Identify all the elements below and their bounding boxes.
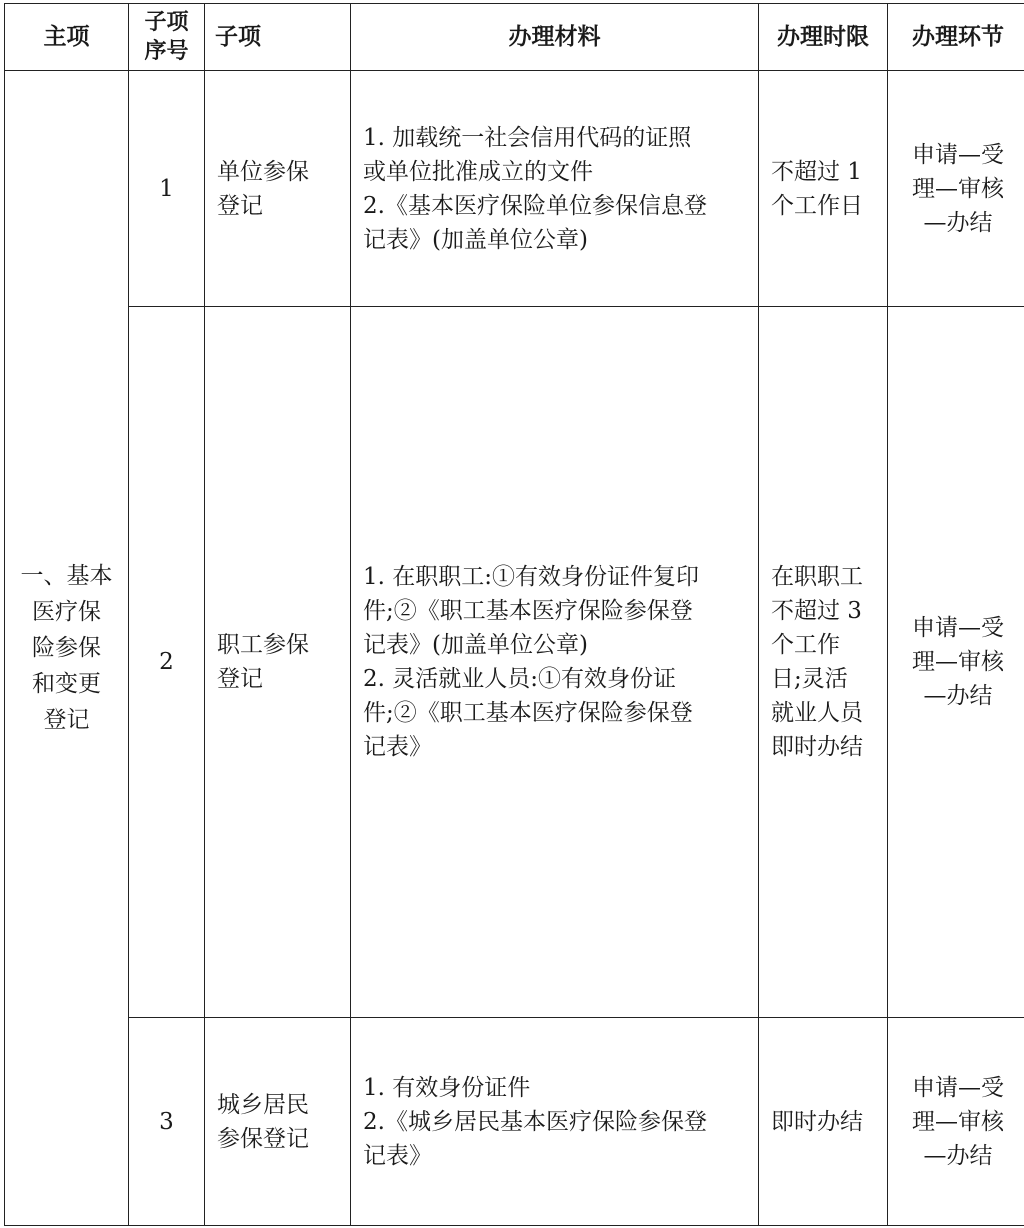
header-sub-no-line2: 序号 — [144, 39, 189, 64]
materials-cell — [351, 307, 759, 1018]
table-row — [5, 307, 1024, 1018]
header-materials: 办理材料 — [351, 4, 759, 71]
process-cell: 申请—受 理—审核 —办结 — [888, 71, 1024, 307]
header-sub-no-line1: 子项 — [144, 10, 189, 35]
time-limit-cell: 即时办结 — [759, 1018, 888, 1226]
main-item-cell: 一、基本 医疗保 险参保 和变更 登记 — [5, 71, 129, 1226]
time-limit-cell: 在职职工 不超过 3 个工作 日;灵活 就业人员 即时办结 — [759, 307, 888, 1018]
service-table — [4, 3, 1024, 1226]
row-number: 3 — [129, 1018, 205, 1226]
header-main-item: 主项 — [5, 4, 129, 71]
header-row — [5, 4, 1024, 71]
materials-text: 1. 有效身份证件 2.《城乡居民基本医疗保险参保登 记表》 — [363, 1074, 707, 1169]
header-sub-item: 子项 — [205, 4, 351, 71]
materials-cell — [351, 71, 759, 307]
row-number: 1 — [129, 71, 205, 307]
materials-text: 1. 在职职工:①有效身份证件复印 件;②《职工基本医疗保险参保登 记表》(加盖单位公章) 2. 灵活就业人员:①有效身份证 件;②《职工基本医疗保险参保登 记表》 — [363, 564, 700, 760]
process-cell: 申请—受 理—审核 —办结 — [888, 307, 1024, 1018]
process-cell: 申请—受 理—审核 —办结 — [888, 1018, 1024, 1226]
row-number: 2 — [129, 307, 205, 1018]
materials-text: 1. 加载统一社会信用代码的证照 或单位批准成立的文件 2.《基本医疗保险单位参保信息登 记表》(加盖单位公章) — [363, 124, 707, 253]
sub-item-name: 职工参保 登记 — [205, 307, 351, 1018]
table-row — [5, 1018, 1024, 1226]
sub-item-name: 城乡居民 参保登记 — [205, 1018, 351, 1226]
header-sub-no — [129, 4, 205, 71]
time-limit-cell: 不超过 1 个工作日 — [759, 71, 888, 307]
header-time-limit: 办理时限 — [759, 4, 888, 71]
sub-item-name: 单位参保 登记 — [205, 71, 351, 307]
table-row — [5, 71, 1024, 307]
materials-cell — [351, 1018, 759, 1226]
header-process: 办理环节 — [888, 4, 1024, 71]
